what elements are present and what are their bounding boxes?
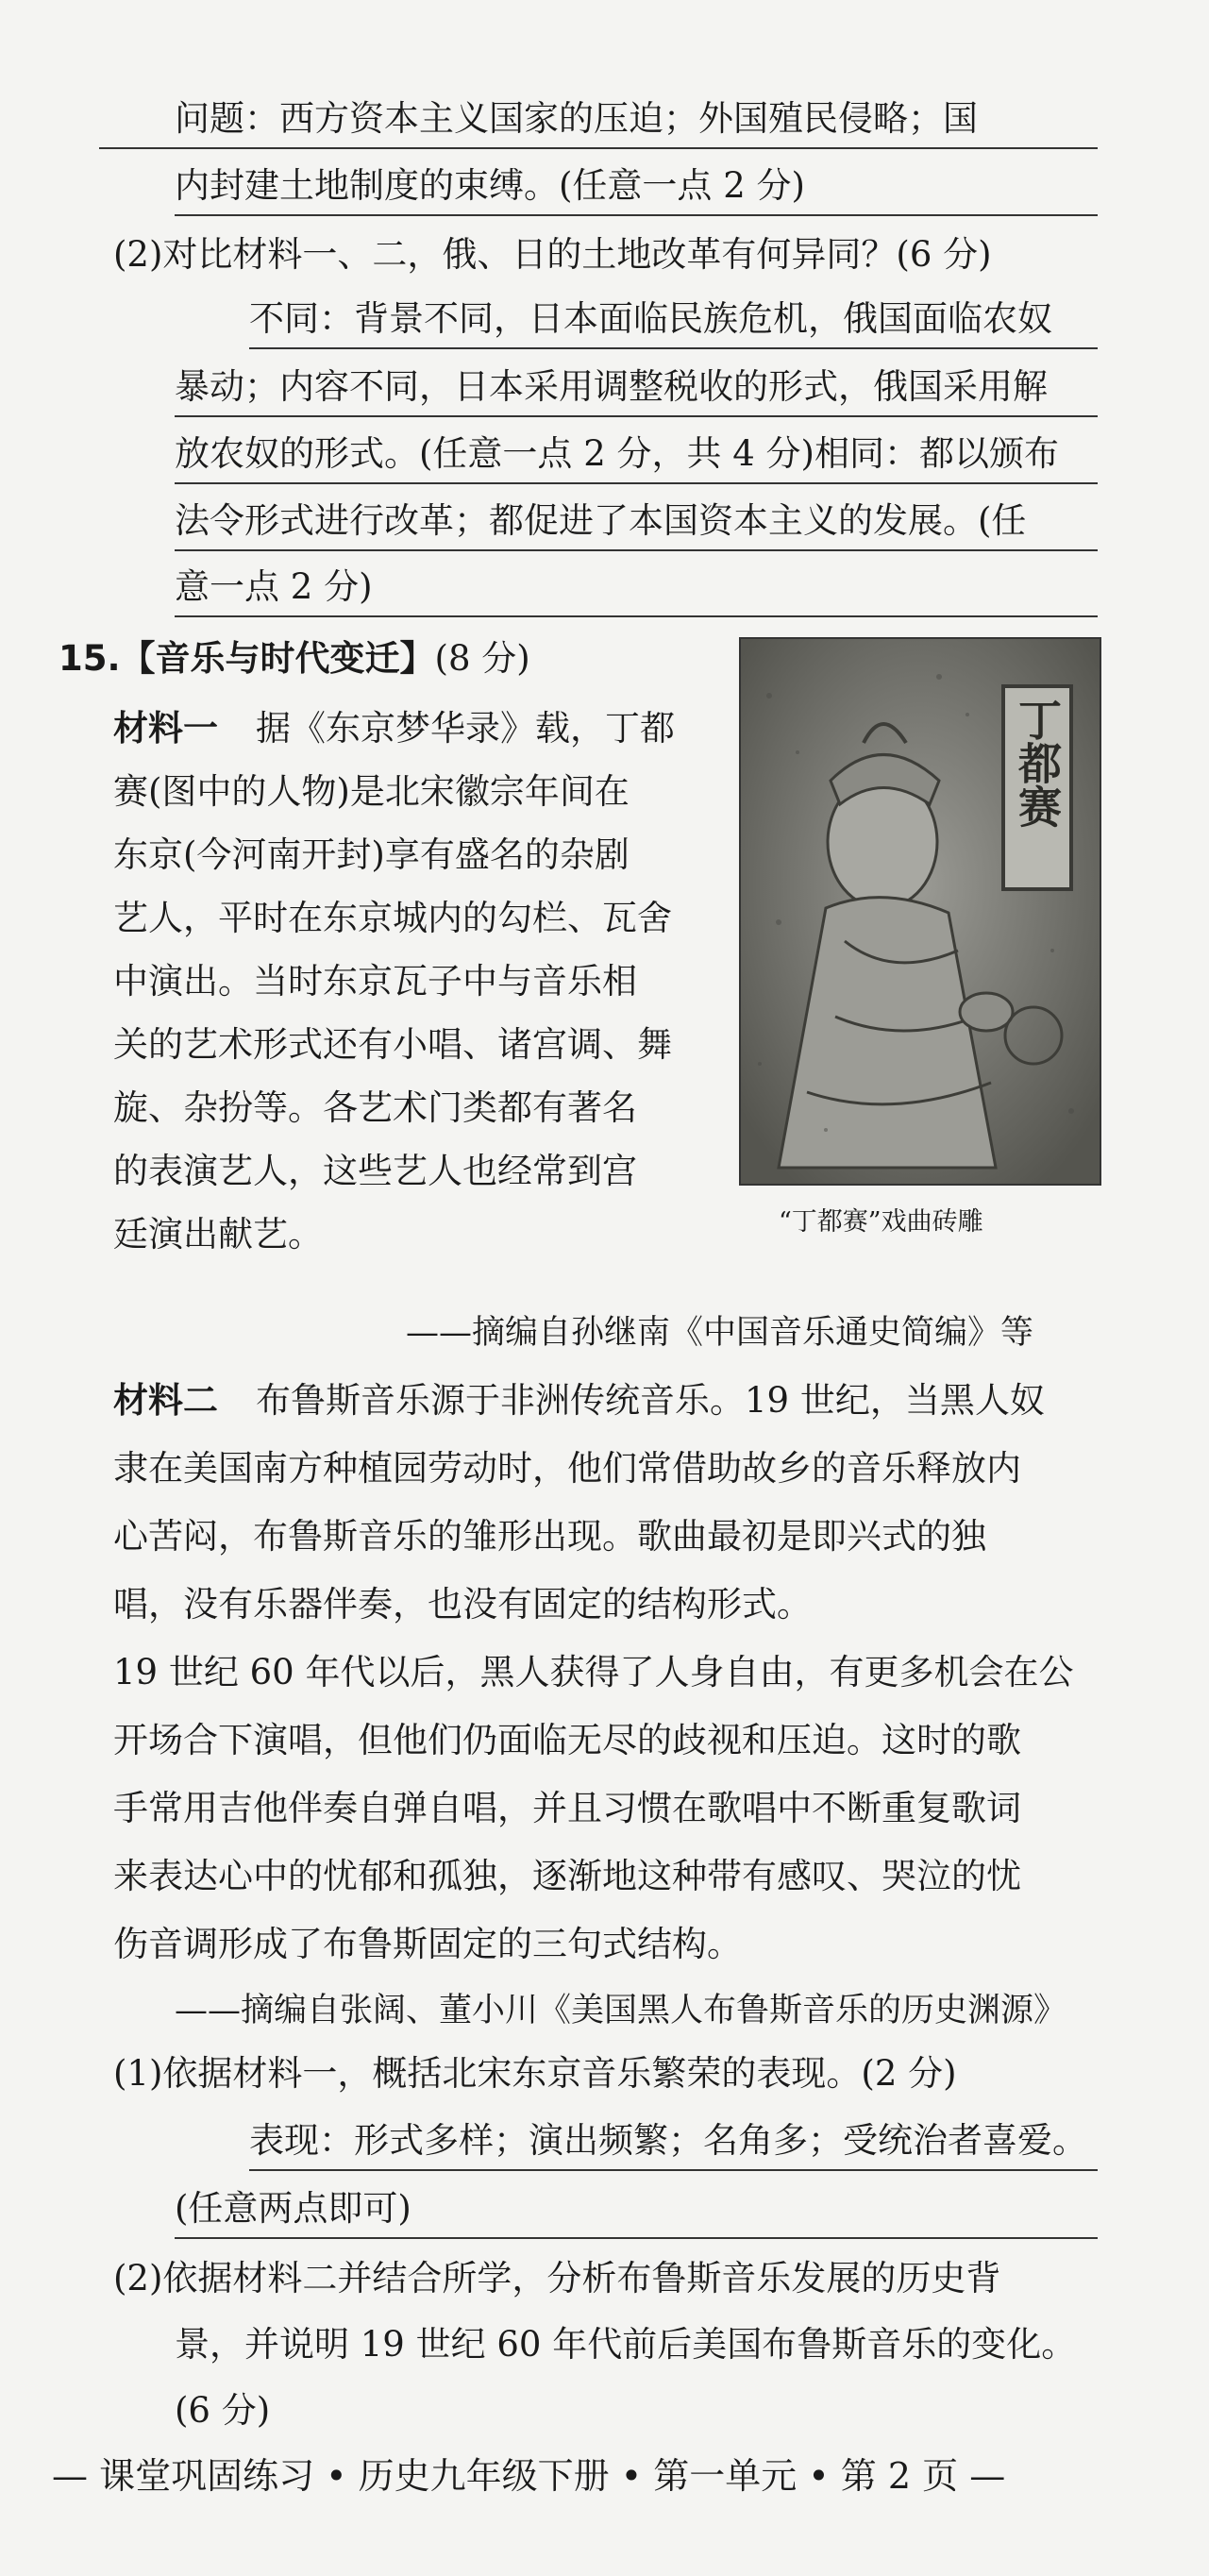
question-15-1: (1)依据材料一，概括北宋东京音乐繁荣的表现。(2 分) — [113, 2053, 957, 2094]
material1-line: 东京(今河南开封)享有盛名的杂剧 — [113, 834, 630, 875]
material1-line: 廷演出献艺。 — [113, 1214, 323, 1254]
material1-source: ——摘编自孙继南《中国音乐通史简编》等 — [406, 1314, 1034, 1352]
material2-text: 布鲁斯音乐源于非洲传统音乐。19 世纪，当黑人奴 — [256, 1380, 1045, 1421]
answer-text: 暴动；内容不同，日本采用调整税收的形式，俄国采用解 — [175, 366, 1048, 407]
question-15-2-line: (6 分) — [175, 2390, 271, 2431]
question-number: 15. — [59, 638, 121, 679]
answer-line — [175, 433, 1098, 484]
material2-label: 材料二 — [113, 1380, 218, 1421]
material1-line: 赛(图中的人物)是北宋徽宗年间在 — [113, 771, 630, 812]
material1-line: 关的艺术形式还有小唱、诸宫调、舞 — [113, 1024, 672, 1065]
plaque-text: 丁都赛 — [1012, 698, 1063, 828]
question-15-2-line: (2)依据材料二并结合所学，分析布鲁斯音乐发展的历史背 — [113, 2258, 1001, 2298]
answer-text: 问题：西方资本主义国家的压迫；外国殖民侵略；国 — [175, 98, 978, 139]
material1-line: 的表演艺人，这些艺人也经常到宫 — [113, 1151, 637, 1191]
answer-line — [175, 500, 1098, 551]
answer-line — [175, 2188, 1098, 2239]
material2-source: ——摘编自张阔、董小川《美国黑人布鲁斯音乐的历史渊源》 — [175, 1992, 1067, 2029]
page-footer: — 课堂巩固练习 • 历史九年级下册 • 第一单元 • 第 2 页 — — [52, 2455, 1006, 2497]
material2-line: 心苦闷，布鲁斯音乐的雏形出现。歌曲最初是即兴式的独 — [113, 1516, 986, 1557]
question-title: 【音乐与时代变迁】 — [120, 638, 435, 679]
material1-line: 中演出。当时东京瓦子中与音乐相 — [113, 961, 637, 1002]
question-14-2: (2)对比材料一、二，俄、日的土地改革有何异同？(6 分) — [113, 234, 992, 275]
material1-label: 材料一 — [113, 708, 218, 749]
material2-line: 19 世纪 60 年代以后，黑人获得了人身自由，有更多机会在公 — [113, 1652, 1074, 1692]
material1-line: 旋、杂扮等。各艺术门类都有著名 — [113, 1087, 637, 1128]
material2-line: 伤音调形成了布鲁斯固定的三句式结构。 — [113, 1924, 742, 1964]
answer-line — [175, 366, 1098, 417]
answer-text: 表现：形式多样；演出频繁；名角多；受统治者喜爱。 — [249, 2120, 1087, 2161]
question-score: (8 分) — [434, 638, 530, 679]
answer-text: 放农奴的形式。(任意一点 2 分，共 4 分)相同：都以颁布 — [175, 433, 1059, 474]
material2-line — [113, 1380, 1209, 1422]
material2-line: 隶在美国南方种植园劳动时，他们常借助故乡的音乐释放内 — [113, 1448, 1021, 1489]
answer-line — [175, 566, 1098, 617]
material2-line: 手常用吉他伴奏自弹自唱，并且习惯在歌唱中不断重复歌词 — [113, 1788, 1021, 1828]
answer-text: 内封建土地制度的束缚。(任意一点 2 分) — [175, 165, 805, 206]
material1-text: 据《东京梦华录》载，丁都 — [256, 708, 675, 749]
material1-line: 艺人，平时在东京城内的勾栏、瓦舍 — [113, 898, 672, 938]
brick-carving-image — [739, 637, 1101, 1186]
answer-text: 不同：背景不同，日本面临民族危机，俄国面临农奴 — [249, 298, 1052, 339]
answer-line — [99, 98, 1098, 149]
material2-line: 唱，没有乐器伴奏，也没有固定的结构形式。 — [113, 1584, 812, 1625]
image-caption: “丁都赛”戏曲砖雕 — [779, 1207, 983, 1237]
answer-text: (任意两点即可) — [175, 2188, 411, 2229]
answer-line — [175, 165, 1098, 216]
answer-text: 意一点 2 分) — [175, 566, 373, 607]
material2-line: 来表达心中的忧郁和孤独，逐渐地这种带有感叹、哭泣的忧 — [113, 1856, 1021, 1896]
material2-line: 开场合下演唱，但他们仍面临无尽的歧视和压迫。这时的歌 — [113, 1720, 1021, 1760]
question-15-2-line: 景，并说明 19 世纪 60 年代前后美国布鲁斯音乐的变化。 — [175, 2324, 1077, 2365]
answer-text: 法令形式进行改革；都促进了本国资本主义的发展。(任 — [175, 500, 1027, 541]
answer-line — [249, 298, 1098, 349]
answer-line — [249, 2120, 1098, 2171]
